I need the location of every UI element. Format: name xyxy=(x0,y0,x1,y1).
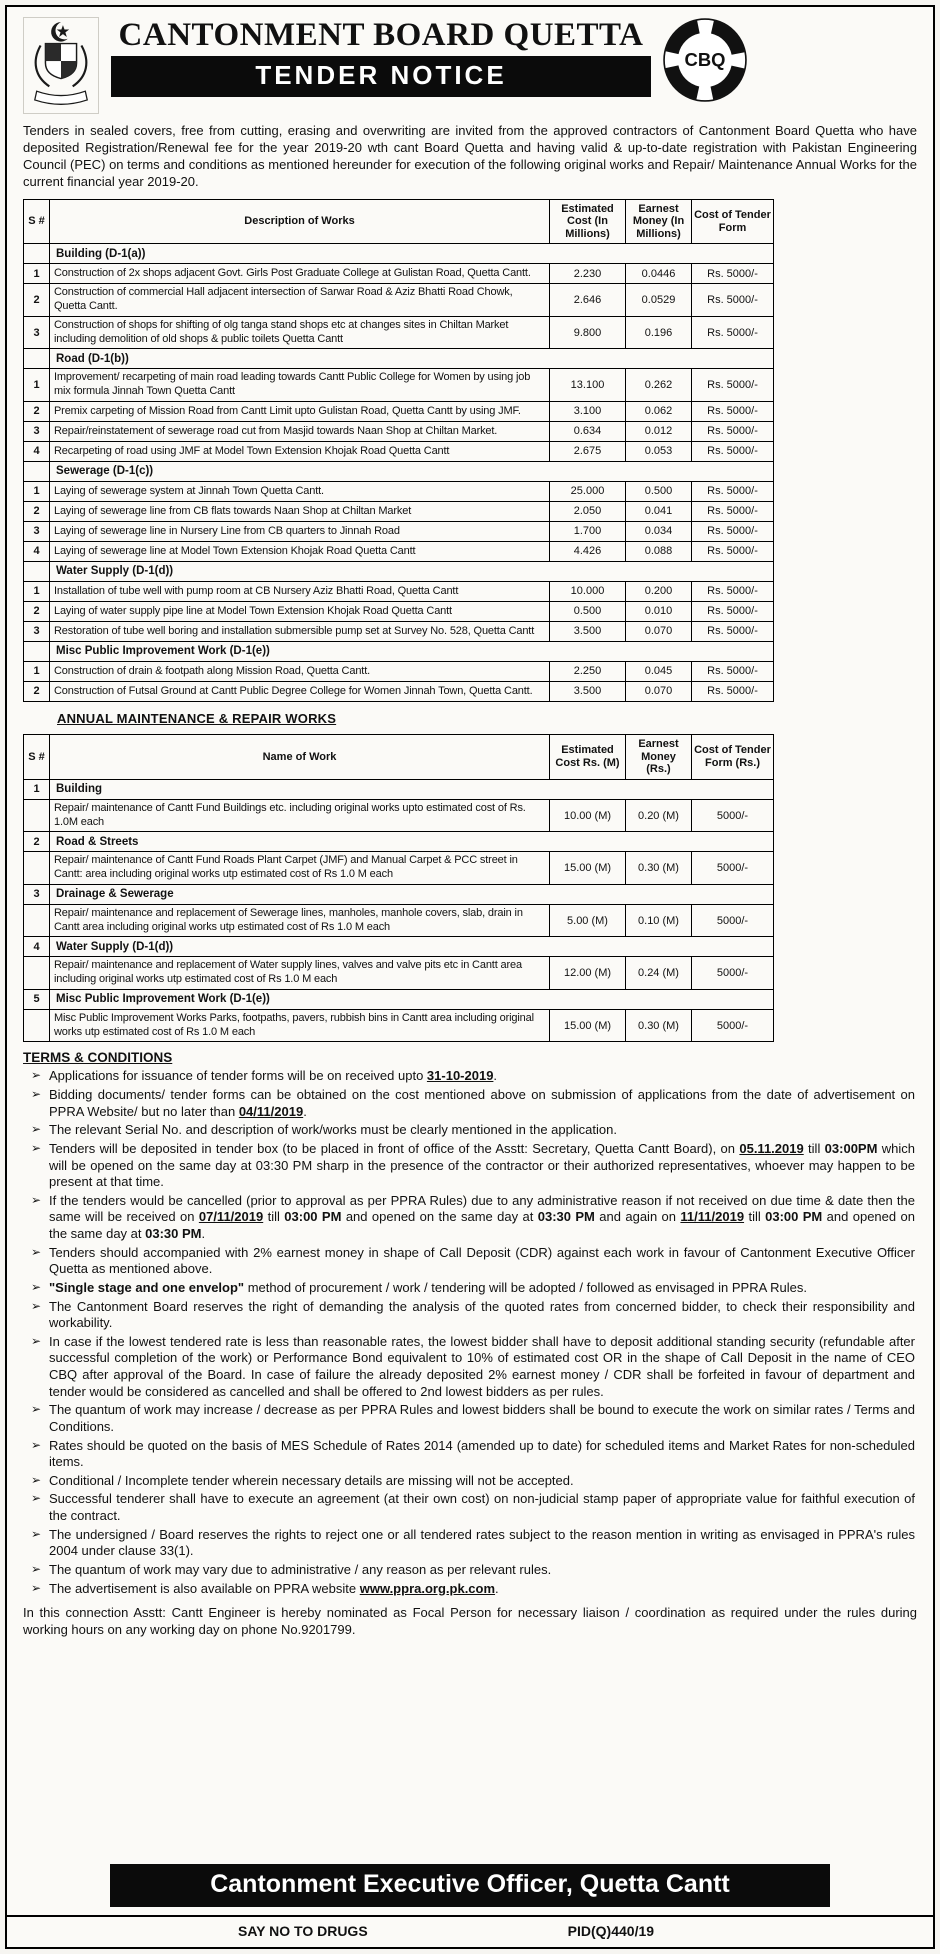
header xyxy=(23,17,917,114)
work-earnest: 0.012 xyxy=(626,421,692,441)
focal-person-note: In this connection Asstt: Cantt Engineer is hereby nominated as Focal Person for necessary liaison / coordination as required under the rules during working hours on any working day on phone No.9201799. xyxy=(23,1605,917,1638)
work-cost: 0.500 xyxy=(550,601,626,621)
work-desc: Repair/ maintenance of Cantt Fund Roads Plant Carpet (JMF) and Manual Carpet & PCC street in Cantt: area including original works utp estimated cost of Rs 1.0 M each xyxy=(50,852,550,885)
work-cost: 0.634 xyxy=(550,421,626,441)
work-form: Rs. 5000/- xyxy=(692,521,774,541)
arrow-bullet-icon: ➢ xyxy=(31,1333,42,1348)
work-form: Rs. 5000/- xyxy=(692,316,774,349)
work-earnest: 0.053 xyxy=(626,441,692,461)
term-item xyxy=(23,1581,917,1598)
arrow-bullet-icon: ➢ xyxy=(31,1087,42,1102)
work-cost: 2.250 xyxy=(550,661,626,681)
work-row xyxy=(24,481,774,501)
pakistan-crest-icon xyxy=(26,20,96,106)
annual-works-table xyxy=(23,734,774,1042)
svg-text:CBQ: CBQ xyxy=(684,49,726,71)
term-text: Applications for issuance of tender forms will be on received upto 31-10-2019. xyxy=(49,1068,498,1084)
work-form: Rs. 5000/- xyxy=(692,661,774,681)
cell-blank xyxy=(24,349,50,369)
cell-blank xyxy=(24,1009,50,1042)
work-cost: 2.646 xyxy=(550,284,626,317)
term-text: In case if the lowest tendered rate is less than reasonable rates, the lowest bidder shall have to deposit additional standing security (refundable after successful completion of the work) or Performance Bond equivalent to 10% of estimated cost OR in the shape of Call Deposit in the name of CEO CBQ after approval of the Board. In case of failure the already deposited 2% earnest money / CDR shall be forfeited in favour of department and tender would be considered as cancelled and shall be offered to 2nd lowest bidders as per rules. xyxy=(49,1333,915,1399)
arrow-bullet-icon: ➢ xyxy=(31,1068,42,1083)
term-text: The quantum of work may vary due to administrative / any reason as per relevant rules. xyxy=(49,1561,552,1577)
section-header-row xyxy=(24,884,774,904)
work-earnest: 0.10 (M) xyxy=(626,904,692,937)
work-sno: 3 xyxy=(24,621,50,641)
col-header-form: Cost of Tender Form (Rs.) xyxy=(692,734,774,779)
header-title-block xyxy=(111,17,651,97)
arrow-bullet-icon: ➢ xyxy=(31,1491,42,1506)
section-sno: 2 xyxy=(24,832,50,852)
cell-blank xyxy=(24,852,50,885)
work-row xyxy=(24,316,774,349)
work-row xyxy=(24,401,774,421)
work-earnest: 0.0529 xyxy=(626,284,692,317)
work-earnest: 0.045 xyxy=(626,661,692,681)
cell-blank xyxy=(24,799,50,832)
section-sno: 3 xyxy=(24,884,50,904)
section-title: Water Supply (D-1(d)) xyxy=(50,937,774,957)
section-header-row xyxy=(24,937,774,957)
section-title: Water Supply (D-1(d)) xyxy=(50,561,774,581)
term-text: Bidding documents/ tender forms can be obtained on the cost mentioned above on submission of applications from the date of advertisement on PPRA Website/ but no later than 04/11/2019. xyxy=(49,1087,915,1119)
intro-paragraph: Tenders in sealed covers, free from cutting, erasing and overwriting are invited from the approved contractors of Cantonment Board Quetta who have deposited Registration/Renewal fee for the year 2019-20 wth cant Board Quetta and having valid & up-to-date registration with Pakistan Engineering Council (PEC) on terms and conditions as mentioned hereunder for execution of the following original works and Repair/ Maintenance Annual Works for the current financial year 2019-20. xyxy=(23,123,917,189)
arrow-bullet-icon: ➢ xyxy=(31,1472,42,1487)
col-header-desc: Description of Works xyxy=(50,199,550,244)
work-form: Rs. 5000/- xyxy=(692,601,774,621)
term-item xyxy=(23,1334,917,1401)
work-row xyxy=(24,601,774,621)
arrow-bullet-icon: ➢ xyxy=(31,1580,42,1595)
cbq-badge-icon xyxy=(662,17,748,103)
footer-block xyxy=(23,1856,917,1941)
work-row xyxy=(24,501,774,521)
tender-notice-banner: TENDER NOTICE xyxy=(111,56,651,97)
work-earnest: 0.30 (M) xyxy=(626,852,692,885)
work-cost: 3.500 xyxy=(550,681,626,701)
work-earnest: 0.200 xyxy=(626,581,692,601)
section-title: Misc Public Improvement Work (D-1(e)) xyxy=(50,641,774,661)
work-sno: 1 xyxy=(24,661,50,681)
work-earnest: 0.062 xyxy=(626,401,692,421)
work-desc: Laying of sewerage system at Jinnah Town Quetta Cantt. xyxy=(50,481,550,501)
section-header-row xyxy=(24,461,774,481)
work-form: Rs. 5000/- xyxy=(692,401,774,421)
term-text: Tenders will be deposited in tender box (to be placed in front of office of the Asstt: Secretary, Quetta Cantt Board), on 05.11.2019 till 03:00PM which will be opened on the same day at 03:30 PM sharp in the presence of the contractor or their authorized representatives, whoever may happen to be present at that time. xyxy=(49,1140,915,1190)
work-desc: Misc Public Improvement Works Parks, footpaths, pavers, rubbish bins in Cantt area including original works utp estimated cost of Rs 1.0 M each xyxy=(50,1009,550,1042)
work-row xyxy=(24,852,774,885)
work-cost: 2.050 xyxy=(550,501,626,521)
work-cost: 13.100 xyxy=(550,369,626,402)
cell-blank xyxy=(24,461,50,481)
work-sno: 1 xyxy=(24,581,50,601)
term-item xyxy=(23,1491,917,1524)
annual-works-heading: ANNUAL MAINTENANCE & REPAIR WORKS xyxy=(57,710,337,726)
cell-blank xyxy=(24,904,50,937)
work-desc: Repair/ maintenance and replacement of Water supply lines, valves and valve pits etc in Cantt area including original works utp estimated cost of Rs 1.0 M each xyxy=(50,957,550,990)
work-earnest: 0.20 (M) xyxy=(626,799,692,832)
work-row xyxy=(24,957,774,990)
work-row xyxy=(24,441,774,461)
org-title: CANTONMENT BOARD QUETTA xyxy=(118,17,644,53)
work-row xyxy=(24,369,774,402)
section-header-row xyxy=(24,989,774,1009)
work-earnest: 0.196 xyxy=(626,316,692,349)
work-desc: Recarpeting of road using JMF at Model Town Extension Khojak Road Quetta Cantt xyxy=(50,441,550,461)
term-text: "Single stage and one envelop" method of procurement / work / tendering will be adopted / followed as envisaged in PPRA Rules. xyxy=(49,1279,808,1295)
work-desc: Laying of sewerage line in Nursery Line from CB quarters to Jinnah Road xyxy=(50,521,550,541)
work-earnest: 0.010 xyxy=(626,601,692,621)
work-sno: 2 xyxy=(24,284,50,317)
term-text: Rates should be quoted on the basis of MES Schedule of Rates 2014 (amended up to date) for scheduled items and Market Rates for non-scheduled items. xyxy=(49,1437,915,1470)
work-form: 5000/- xyxy=(692,852,774,885)
work-cost: 10.000 xyxy=(550,581,626,601)
section-title: Road (D-1(b)) xyxy=(50,349,774,369)
term-item xyxy=(23,1245,917,1278)
work-cost: 5.00 (M) xyxy=(550,904,626,937)
cell-blank xyxy=(24,561,50,581)
term-text: The relevant Serial No. and description of work/works must be clearly mentioned in the application. xyxy=(49,1122,617,1138)
work-form: 5000/- xyxy=(692,957,774,990)
term-text: The Cantonment Board reserves the right of demanding the analysis of the quoted rates from concerned bidder, to check their responsibility and workability. xyxy=(49,1298,915,1331)
col-header-name: Name of Work xyxy=(50,734,550,779)
work-cost: 2.675 xyxy=(550,441,626,461)
work-sno: 4 xyxy=(24,541,50,561)
work-cost: 9.800 xyxy=(550,316,626,349)
work-cost: 25.000 xyxy=(550,481,626,501)
term-item xyxy=(23,1402,917,1435)
section-header-row xyxy=(24,832,774,852)
work-desc: Installation of tube well with pump room at CB Nursery Aziz Bhatti Road, Quetta Cantt xyxy=(50,581,550,601)
term-text: The quantum of work may increase / decrease as per PPRA Rules and lowest bidders shall be bound to execute the work on similar rates / Terms and Conditions. xyxy=(49,1402,915,1434)
work-sno: 1 xyxy=(24,481,50,501)
section-header-row xyxy=(24,641,774,661)
col-header-sno: S # xyxy=(24,734,50,779)
section-header-row xyxy=(24,779,774,799)
arrow-bullet-icon: ➢ xyxy=(31,1561,42,1576)
work-desc: Improvement/ recarpeting of main road leading towards Cantt Public College for Women by using job mix formula Jinnah Town Quetta Cantt xyxy=(50,369,550,402)
arrow-bullet-icon: ➢ xyxy=(31,1244,42,1259)
work-form: Rs. 5000/- xyxy=(692,441,774,461)
work-earnest: 0.500 xyxy=(626,481,692,501)
term-text: Successful tenderer shall have to execute an agreement (at their own cost) on non-judicial stamp paper of appropriate value for faithful execution of the contract. xyxy=(49,1491,915,1524)
term-item xyxy=(23,1280,917,1297)
arrow-bullet-icon: ➢ xyxy=(31,1402,42,1417)
work-form: Rs. 5000/- xyxy=(692,621,774,641)
annual-header-row xyxy=(24,734,774,779)
work-sno: 3 xyxy=(24,521,50,541)
section-sno: 5 xyxy=(24,989,50,1009)
term-item xyxy=(23,1562,917,1579)
section-title: Drainage & Sewerage xyxy=(50,884,774,904)
arrow-bullet-icon: ➢ xyxy=(31,1526,42,1541)
term-item xyxy=(23,1087,917,1120)
pid-number: PID(Q)440/19 xyxy=(567,1923,655,1939)
work-cost: 15.00 (M) xyxy=(550,852,626,885)
work-form: Rs. 5000/- xyxy=(692,681,774,701)
work-sno: 4 xyxy=(24,441,50,461)
work-form: Rs. 5000/- xyxy=(692,264,774,284)
col-header-sno: S # xyxy=(24,199,50,244)
work-row xyxy=(24,421,774,441)
work-desc: Laying of sewerage line from CB flats towards Naan Shop at Chiltan Market xyxy=(50,501,550,521)
work-earnest: 0.30 (M) xyxy=(626,1009,692,1042)
work-row xyxy=(24,661,774,681)
work-cost: 3.100 xyxy=(550,401,626,421)
work-earnest: 0.262 xyxy=(626,369,692,402)
term-text: Tenders should accompanied with 2% earnest money in shape of Call Deposit (CDR) against each work in favour of Cantonment Executive Officer Quetta as mentioned above. xyxy=(49,1244,915,1277)
term-item xyxy=(23,1141,917,1191)
work-row xyxy=(24,264,774,284)
work-row xyxy=(24,581,774,601)
term-item xyxy=(23,1122,917,1139)
arrow-bullet-icon: ➢ xyxy=(31,1279,42,1294)
section-title: Sewerage (D-1(c)) xyxy=(50,461,774,481)
work-sno: 3 xyxy=(24,421,50,441)
term-item xyxy=(23,1473,917,1490)
government-crest-logo xyxy=(23,17,99,114)
section-title: Misc Public Improvement Work (D-1(e)) xyxy=(50,989,774,1009)
work-desc: Construction of Futsal Ground at Cantt Public Degree College for Women Jinnah Town, Quetta Cantt. xyxy=(50,681,550,701)
term-text: The advertisement is also available on PPRA website www.ppra.org.pk.com. xyxy=(49,1580,499,1596)
work-form: 5000/- xyxy=(692,904,774,937)
work-row xyxy=(24,521,774,541)
section-header-row xyxy=(24,244,774,264)
work-row xyxy=(24,1009,774,1042)
work-earnest: 0.0446 xyxy=(626,264,692,284)
work-cost: 2.230 xyxy=(550,264,626,284)
arrow-bullet-icon: ➢ xyxy=(31,1298,42,1313)
work-cost: 1.700 xyxy=(550,521,626,541)
section-sno: 1 xyxy=(24,779,50,799)
col-header-cost: Estimated Cost (In Millions) xyxy=(550,199,626,244)
arrow-bullet-icon: ➢ xyxy=(31,1192,42,1207)
cell-blank xyxy=(24,957,50,990)
arrow-bullet-icon: ➢ xyxy=(31,1122,42,1137)
section-header-row xyxy=(24,561,774,581)
col-header-earnest: Earnest Money (In Millions) xyxy=(626,199,692,244)
work-desc: Repair/reinstatement of sewerage road cut from Masjid towards Naan Shop at Chiltan Market. xyxy=(50,421,550,441)
cell-blank xyxy=(24,244,50,264)
term-item xyxy=(23,1527,917,1560)
work-cost: 4.426 xyxy=(550,541,626,561)
work-sno: 2 xyxy=(24,601,50,621)
work-form: Rs. 5000/- xyxy=(692,481,774,501)
work-form: Rs. 5000/- xyxy=(692,369,774,402)
works-header-row xyxy=(24,199,774,244)
work-form: Rs. 5000/- xyxy=(692,284,774,317)
work-cost: 10.00 (M) xyxy=(550,799,626,832)
work-row xyxy=(24,541,774,561)
term-item xyxy=(23,1299,917,1332)
work-desc: Laying of sewerage line at Model Town Extension Khojak Road Quetta Cantt xyxy=(50,541,550,561)
work-sno: 3 xyxy=(24,316,50,349)
original-works-table xyxy=(23,199,774,702)
work-desc: Construction of shops for shifting of olg tanga stand shops etc at changes sites in Chiltan Market including demolition of old shops & public toilets Quetta Cantt xyxy=(50,316,550,349)
work-desc: Construction of drain & footpath along Mission Road, Quetta Cantt. xyxy=(50,661,550,681)
work-row xyxy=(24,284,774,317)
work-sno: 2 xyxy=(24,681,50,701)
cbq-logo xyxy=(661,17,749,108)
work-form: 5000/- xyxy=(692,1009,774,1042)
work-sno: 2 xyxy=(24,401,50,421)
section-title: Building xyxy=(50,779,774,799)
work-desc: Construction of commercial Hall adjacent intersection of Sarwar Road & Aziz Bhatti Road Chowk, Quetta Cantt. xyxy=(50,284,550,317)
work-sno: 1 xyxy=(24,369,50,402)
say-no-to-drugs-slogan: SAY NO TO DRUGS xyxy=(238,1923,368,1939)
work-cost: 3.500 xyxy=(550,621,626,641)
work-desc: Repair/ maintenance of Cantt Fund Buildings etc. including original works upto estimated cost of Rs. 1.0M each xyxy=(50,799,550,832)
work-row xyxy=(24,904,774,937)
work-desc: Premix carpeting of Mission Road from Cantt Limit upto Gulistan Road, Quetta Cantt by using JMF. xyxy=(50,401,550,421)
arrow-bullet-icon: ➢ xyxy=(31,1140,42,1155)
cell-blank xyxy=(24,641,50,661)
col-header-earnest: Earnest Money (Rs.) xyxy=(626,734,692,779)
work-earnest: 0.070 xyxy=(626,681,692,701)
term-item xyxy=(23,1438,917,1471)
tender-notice-page xyxy=(5,5,935,1949)
ceo-signature-banner: Cantonment Executive Officer, Quetta Cantt xyxy=(110,1864,830,1907)
work-row xyxy=(24,681,774,701)
work-desc: Repair/ maintenance and replacement of Sewerage lines, manholes, manhole covers, slab, drain in Cantt area including original works utp estimated cost of Rs 1.0 M each xyxy=(50,904,550,937)
work-sno: 1 xyxy=(24,264,50,284)
work-earnest: 0.041 xyxy=(626,501,692,521)
terms-heading: TERMS & CONDITIONS xyxy=(23,1050,173,1066)
work-form: Rs. 5000/- xyxy=(692,421,774,441)
work-desc: Laying of water supply pipe line at Model Town Extension Khojak Road Quetta Cantt xyxy=(50,601,550,621)
work-row xyxy=(24,621,774,641)
work-desc: Restoration of tube well boring and installation submersible pump set at Survey No. 528, Quetta Cantt xyxy=(50,621,550,641)
term-text: The undersigned / Board reserves the rights to reject one or all tendered rates subject to the reason mention in writing as envisaged in PPRA's rules 2004 under clause 33(1). xyxy=(49,1526,915,1559)
section-title: Building (D-1(a)) xyxy=(50,244,774,264)
work-form: 5000/- xyxy=(692,799,774,832)
work-form: Rs. 5000/- xyxy=(692,581,774,601)
work-cost: 15.00 (M) xyxy=(550,1009,626,1042)
work-row xyxy=(24,799,774,832)
section-sno: 4 xyxy=(24,937,50,957)
term-text: Conditional / Incomplete tender wherein necessary details are missing will not be accepted. xyxy=(49,1472,574,1488)
section-header-row xyxy=(24,349,774,369)
term-item xyxy=(23,1193,917,1243)
arrow-bullet-icon: ➢ xyxy=(31,1437,42,1452)
work-cost: 12.00 (M) xyxy=(550,957,626,990)
work-earnest: 0.070 xyxy=(626,621,692,641)
term-item xyxy=(23,1068,917,1085)
work-form: Rs. 5000/- xyxy=(692,541,774,561)
section-title: Road & Streets xyxy=(50,832,774,852)
bottom-bar xyxy=(7,1915,933,1941)
col-header-cost: Estimated Cost Rs. (M) xyxy=(550,734,626,779)
work-earnest: 0.088 xyxy=(626,541,692,561)
work-earnest: 0.034 xyxy=(626,521,692,541)
work-desc: Construction of 2x shops adjacent Govt. Girls Post Graduate College at Gulistan Road, Quetta Cantt. xyxy=(50,264,550,284)
work-form: Rs. 5000/- xyxy=(692,501,774,521)
terms-section xyxy=(23,1050,917,1599)
term-text: If the tenders would be cancelled (prior to approval as per PPRA Rules) due to any administrative reason if not received on due time & date then the same will be received on 07/11/2019 till 03:00 PM and opened on the same day at 03:30 PM and again on 11/11/2019 till 03:00 PM and opened on the same day at 03:30 PM. xyxy=(49,1192,915,1242)
work-sno: 2 xyxy=(24,501,50,521)
work-earnest: 0.24 (M) xyxy=(626,957,692,990)
col-header-form: Cost of Tender Form xyxy=(692,199,774,244)
